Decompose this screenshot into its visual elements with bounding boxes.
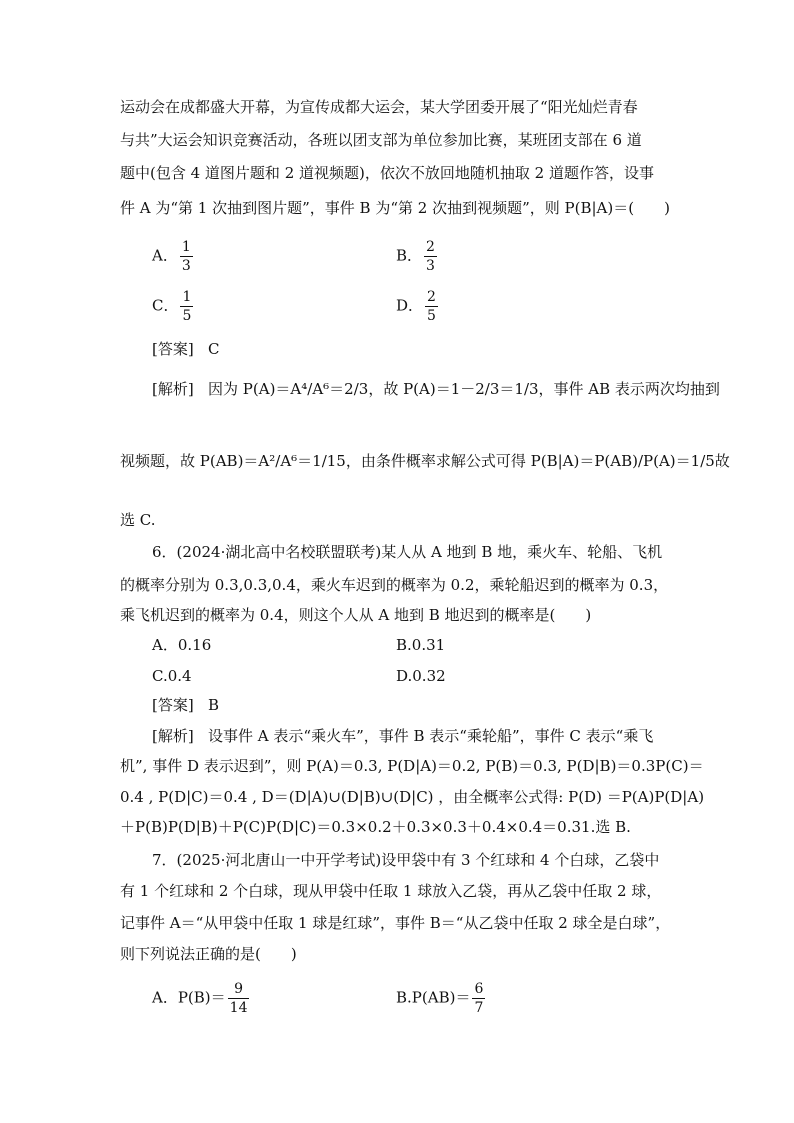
fraction: $\frac{1}{5}$ <box>182 289 192 324</box>
q7-stem-line-1: 7．(2025·河北唐山一中开学考试)设甲袋中有 3 个红球和 4 个白球，乙袋中 <box>152 851 660 869</box>
q7-option-b: B.P(AB)＝ $\frac{6}{7}$ <box>396 981 484 1016</box>
q5-stem-line-1: 运动会在成都盛大开幕，为宣传成都大运会，某大学团委开展了“阳光灿烂青春 <box>120 98 638 116</box>
fraction: $\frac{6}{7}$ <box>474 981 484 1016</box>
q5-analysis-line-3: 选 C. <box>120 511 156 529</box>
q5-option-a: A． $\frac{1}{3}$ <box>152 239 191 274</box>
q6-option-b: B.0.31 <box>396 636 446 654</box>
q5-answer: [答案] C <box>152 340 220 358</box>
q6-analysis-line-1: [解析] 设事件 A 表示“乘火车”，事件 B 表示“乘轮船”，事件 C 表示“乘飞 <box>152 727 654 745</box>
q6-stem-line-3: 乘飞机迟到的概率为 0.4，则这个人从 A 地到 B 地迟到的概率是( ) <box>120 606 592 624</box>
q5-stem-line-3: 题中(包含 4 道图片题和 2 道视频题)，依次不放回地随机抽取 2 道题作答，设事 <box>120 164 654 182</box>
fraction: $\frac{1}{3}$ <box>181 239 191 274</box>
q6-stem-line-1: 6．(2024·湖北高中名校联盟联考)某人从 A 地到 B 地，乘火车、轮船、飞机 <box>152 543 663 561</box>
q6-answer: [答案] B <box>152 696 220 714</box>
q7-stem-line-3: 记事件 A＝“从甲袋中任取 1 球是红球”，事件 B＝“从乙袋中任取 2 球全是白球”， <box>120 914 671 932</box>
q6-analysis-line-2: 机”, 事件 D 表示迟到”，则 P(A)＝0.3, P(D|A)＝0.2, P(B)＝0.3, P(D|B)＝0.3P(C)＝ <box>120 757 704 775</box>
q5-option-c: C． $\frac{1}{5}$ <box>152 289 192 324</box>
q6-analysis-line-3: 0.4 , P(D|C)＝0.4 , D＝(D|A)∪(D|B)∪(D|C) ，由全概率公式得: P(D) ＝P(A)P(D|A) <box>120 788 705 806</box>
q6-stem-line-2: 的概率分别为 0.3,0.3,0.4，乘火车迟到的概率为 0.2，乘轮船迟到的概率为 0.3， <box>120 576 669 594</box>
q6-analysis-line-4: ＋P(B)P(D|B)＋P(C)P(D|C)＝0.3×0.2＋0.3×0.3＋0.4×0.4＝0.31.选 B. <box>120 818 631 836</box>
q5-option-b: B． $\frac{2}{3}$ <box>396 239 435 274</box>
fraction: $\frac{9}{14}$ <box>229 981 248 1016</box>
fraction: $\frac{2}{5}$ <box>427 289 436 324</box>
q6-option-c: C.0.4 <box>152 667 192 685</box>
q6-option-d: D.0.32 <box>396 667 446 685</box>
q5-analysis-line-1: [解析] 因为 P(A)＝A⁴/A⁶＝2/3，故 P(A)＝1－2/3＝1/3，事件 AB 表示两次均抽到 <box>152 380 720 398</box>
q5-analysis-line-2: 视频题，故 P(AB)＝A²/A⁶＝1/15，由条件概率求解公式可得 P(B|A)＝P(AB)/P(A)＝1/5故 <box>120 452 730 470</box>
q5-stem-line-2: 与共”大运会知识竞赛活动，各班以团支部为单位参加比赛，某班团支部在 6 道 <box>120 131 642 149</box>
q5-stem-line-4: 件 A 为“第 1 次抽到图片题”，事件 B 为“第 2 次抽到视频题”，则 P(B|A)＝( ) <box>120 199 670 217</box>
q6-option-a: A．0.16 <box>152 636 212 654</box>
q7-stem-line-2: 有 1 个红球和 2 个白球，现从甲袋中任取 1 球放入乙袋，再从乙袋中任取 2 球， <box>120 882 662 900</box>
fraction: $\frac{2}{3}$ <box>426 239 435 274</box>
q7-option-a: A．P(B)＝ $\frac{9}{14}$ <box>152 981 248 1016</box>
q5-option-d: D． $\frac{2}{5}$ <box>396 289 436 324</box>
q7-stem-line-4: 则下列说法正确的是( ) <box>120 945 297 963</box>
